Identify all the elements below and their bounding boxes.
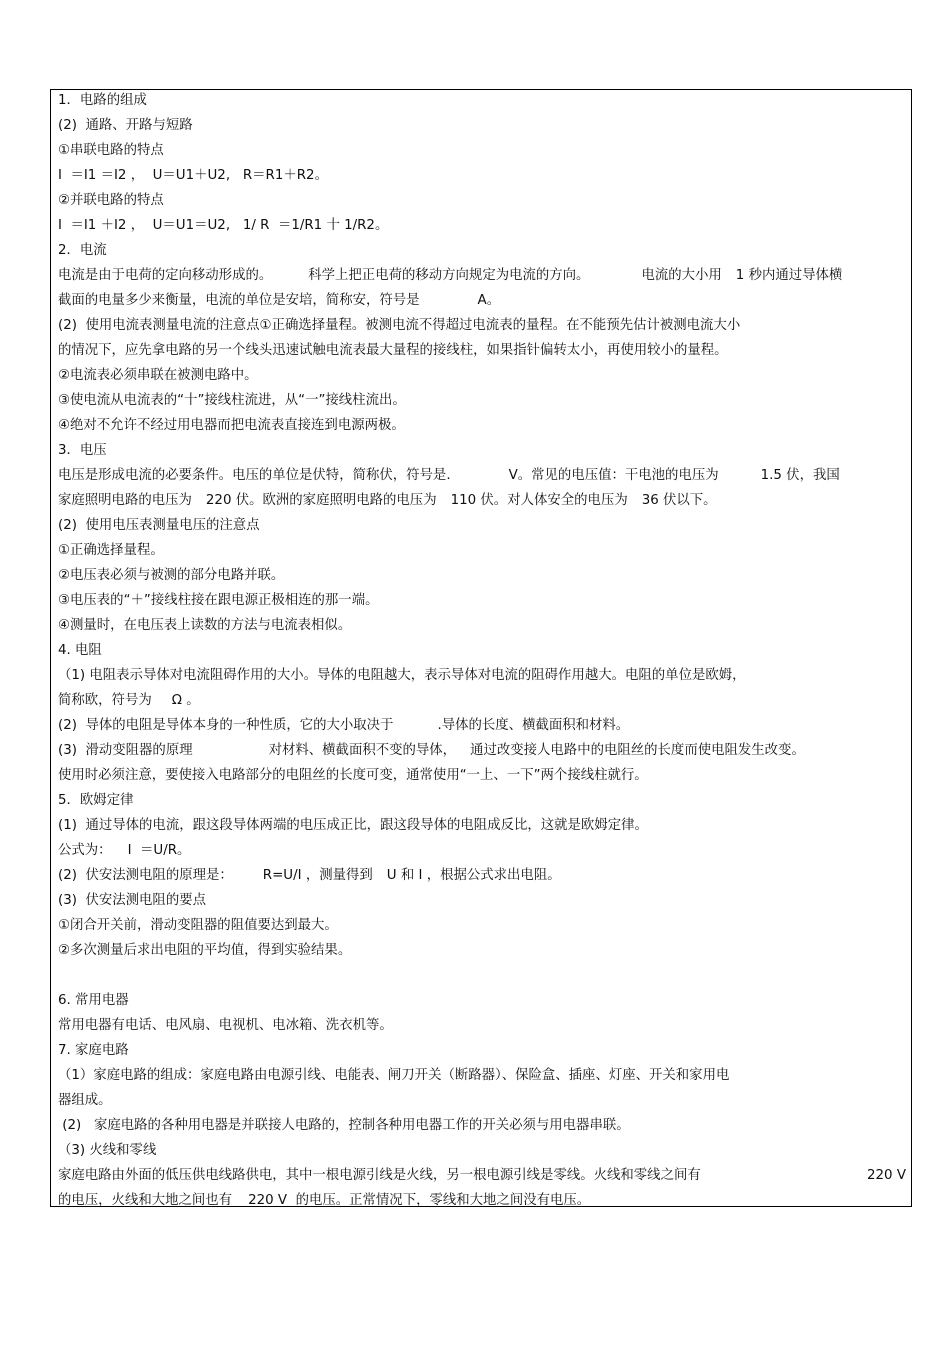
text-line: (3) 伏安法测电阻的要点 (58, 893, 206, 908)
text-line: ②并联电路的特点 (58, 193, 164, 208)
text-line: 2．电流 (58, 243, 107, 258)
text-line: (2) 通路、开路与短路 (58, 118, 193, 133)
text-segment: (2) 导体的电阻是导体本身的一种性质，它的大小取决于 (58, 718, 394, 733)
text-line: 6. 常用电器 (58, 993, 129, 1008)
text-line: 5．欧姆定律 (58, 793, 134, 808)
text-line: ④绝对不允许不经过用电器而把电流表直接连到电源两极。 (58, 418, 405, 433)
text-line: （1) 电阻表示导体对电流阻碍作用的大小。导体的电阻越大，表示导体对电流的阻碍作用越大。电阻的单位是欧姆， (58, 668, 746, 683)
text-line: 常用电器有电话、电风扇、电视机、电冰箱、洗衣机等。 (58, 1018, 393, 1033)
text-line: (2) 家庭电路的各种用电器是并联接人电路的，控制各种用电器工作的开关必须与用电器串联。 (58, 1118, 630, 1133)
text-line: ①闭合开关前，滑动变阻器的阻值要达到最大。 (58, 918, 338, 933)
text-segment: 36 伏以下。 (641, 493, 717, 508)
text-line: (2) 使用电压表测量电压的注意点 (58, 518, 260, 533)
text-line: ①正确选择量程。 (58, 543, 164, 558)
text-line (58, 691, 200, 711)
text-segment: 电流是由于电荷的定向移动形成的。 (58, 268, 273, 283)
text-segment: A。 (477, 293, 501, 308)
text-line: 使用时必须注意，要使接入电路部分的电阻丝的长度可变，通常使用“一上、一下”两个接线柱就行。 (58, 768, 648, 783)
text-segment: 通过改变接人电路中的电阻丝的长度而使电阻发生改变。 (470, 743, 805, 758)
document-frame (50, 89, 912, 1207)
text-line (58, 466, 840, 486)
text-segment: 电流的大小用 (641, 268, 722, 283)
text-line: （1）家庭电路的组成：家庭电路由电源引线、电能表、闸刀开关（断路器）、保险盒、插座、灯座、开关和家用电 (58, 1068, 730, 1083)
text-segment: 家庭照明电路的电压为 (58, 493, 192, 508)
text-line: I ＝I1 ＋I2 ， U＝U1＝U2, 1/ R ＝1/R1 十 1/R2。 (58, 218, 389, 233)
text-segment: (2) 伏安法测电阻的原理是： (58, 868, 233, 883)
text-segment: .导体的长度、横截面积和材料。 (437, 718, 630, 733)
text-line: ①串联电路的特点 (58, 143, 164, 158)
text-segment: R=U/I ，测量得到 (262, 868, 373, 883)
text-line: 器组成。 (58, 1093, 112, 1108)
text-segment: 家庭电路由外面的低压供电线路供电，其中一根电源引线是火线，另一根电源引线是零线。火线和零线之间有 (58, 1168, 701, 1183)
text-segment: 对材料、横截面积不变的导体， (268, 743, 457, 758)
text-line (58, 266, 842, 286)
text-line: 3．电压 (58, 443, 107, 458)
text-line: ②电流表必须串联在被测电路中。 (58, 368, 258, 383)
text-line (58, 866, 561, 886)
text-line: ②多次测量后求出电阻的平均值，得到实验结果。 (58, 943, 352, 958)
text-segment: 截面的电量多少来衡量，电流的单位是安培，简称安，符号是 (58, 293, 420, 308)
text-segment: 公式为： (58, 843, 112, 858)
text-line (58, 491, 717, 511)
text-line (58, 841, 190, 861)
text-line (58, 291, 500, 311)
text-line: ③电压表的“＋”接线柱接在跟电源正极相连的那一端。 (58, 593, 379, 608)
text-segment: 220 V 的电压。正常情况下，零线和大地之间没有电压。 (248, 1193, 591, 1208)
text-line: （3) 火线和零线 (58, 1143, 157, 1158)
text-line: 的情况下，应先拿电路的另一个线头迅速试触电流表最大量程的接线柱，如果指针偏转太小，再使用较小的量程。 (58, 343, 728, 358)
text-segment: 电压是形成电流的必要条件。电压的单位是伏特，简称伏，符号是. (58, 468, 451, 483)
text-line (58, 716, 629, 736)
text-segment: 220 V (867, 1168, 906, 1183)
text-line: I ＝I1 ＝I2 ， U＝U1＋U2, R＝R1＋R2。 (58, 168, 328, 183)
text-segment: I ＝U/R。 (127, 843, 191, 858)
text-line: 7. 家庭电路 (58, 1043, 129, 1058)
text-segment: 科学上把正电荷的移动方向规定为电流的方向。 (308, 268, 590, 283)
text-line: 4. 电阻 (58, 643, 102, 658)
text-line: (1) 通过导体的电流，跟这段导体两端的电压成正比，跟这段导体的电阻成反比，这就是欧姆定律。 (58, 818, 648, 833)
text-segment: (3) 滑动变阻器的原理 (58, 743, 193, 758)
text-line: (2) 使用电流表测量电流的注意点①正确选择量程。被测电流不得超过电流表的量程。在不能预先估计被测电流大小 (58, 318, 741, 333)
text-segment: Ω 。 (171, 693, 200, 708)
text-segment: V。常见的电压值：干电池的电压为 (508, 468, 719, 483)
text-segment: 1 秒内通过导体横 (735, 268, 843, 283)
text-line: ②电压表必须与被测的部分电路并联。 (58, 568, 285, 583)
text-line (58, 1166, 906, 1186)
text-segment: 110 伏。对人体安全的电压为 (450, 493, 628, 508)
text-line: ③使电流从电流表的“十”接线柱流进，从“一”接线柱流出。 (58, 393, 406, 408)
text-segment: 220 伏。欧洲的家庭照明电路的电压为 (205, 493, 437, 508)
text-segment: 简称欧，符号为 (58, 693, 152, 708)
text-line: 1．电路的组成 (58, 93, 147, 108)
text-line (58, 1191, 590, 1211)
text-segment: 的电压，火线和大地之间也有 (58, 1193, 233, 1208)
text-segment: 1.5 伏，我国 (760, 468, 840, 483)
text-line (58, 741, 805, 761)
text-line: ④测量时，在电压表上读数的方法与电流表相似。 (58, 618, 352, 633)
text-segment: U 和 I ，根据公式求出电阻。 (386, 868, 561, 883)
